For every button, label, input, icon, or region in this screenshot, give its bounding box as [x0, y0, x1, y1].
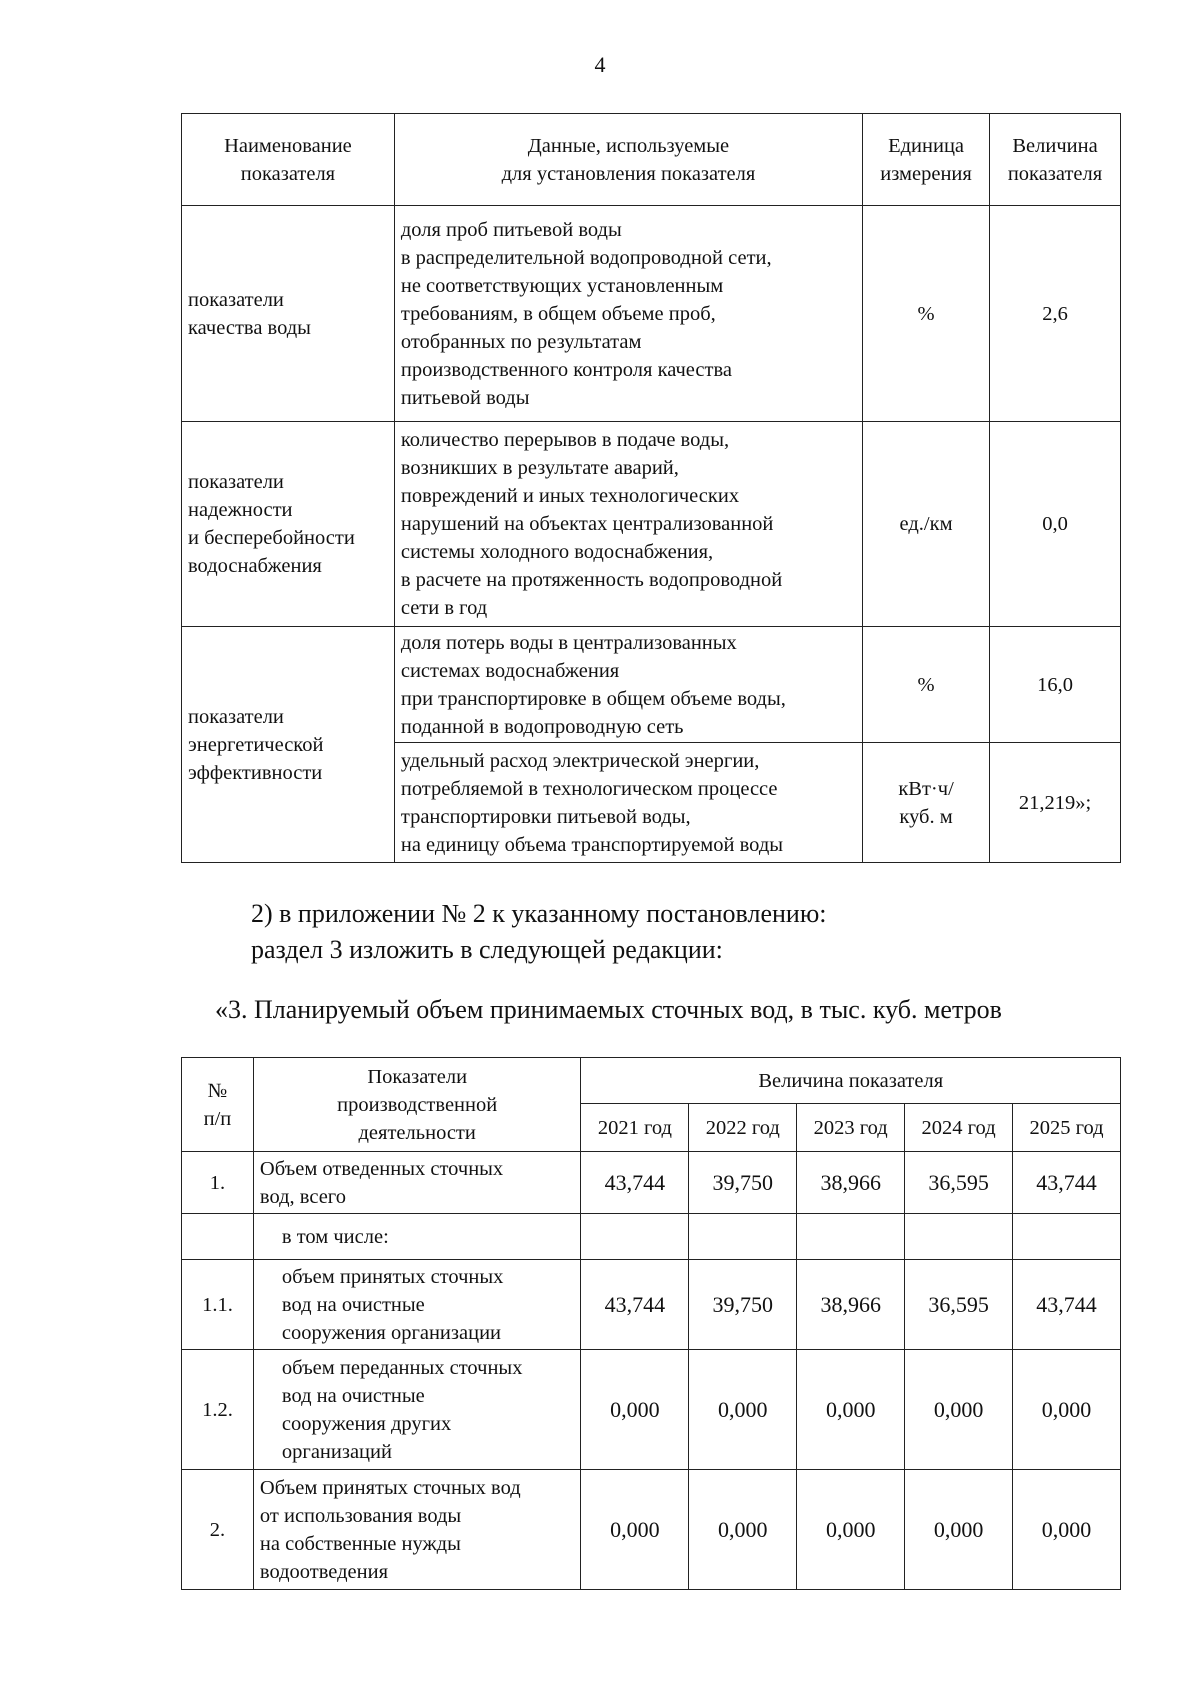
header-year: 2023 год: [797, 1104, 905, 1152]
table-header-row: [182, 1058, 1121, 1104]
indicator-value: 0,0: [990, 422, 1121, 627]
header-value-group: Величина показателя: [581, 1058, 1121, 1104]
row-value: [689, 1214, 797, 1260]
header-year: 2025 год: [1013, 1104, 1121, 1152]
row-number: 2.: [182, 1470, 254, 1590]
row-value: [797, 1214, 905, 1260]
indicator-description: доля проб питьевой воды в распределительной водопроводной сети, не соответствующих установленным требованиям, в общем объеме проб, отобранных по результатам производственного контроля качества питьевой воды: [394, 206, 862, 422]
indicator-unit: ед./км: [863, 422, 990, 627]
header-year: 2022 год: [689, 1104, 797, 1152]
row-value: 43,744: [1013, 1152, 1121, 1214]
paragraph-appendix-2: 2) в приложении № 2 к указанному постановлению:: [251, 899, 827, 928]
row-label: объем принятых сточных вод на очистные сооружения организации: [253, 1260, 581, 1350]
row-value: 43,744: [581, 1260, 689, 1350]
row-number: 1.1.: [182, 1260, 254, 1350]
indicator-value: 21,219»;: [990, 743, 1121, 863]
header-indicator-name: Наименование показателя: [182, 114, 395, 206]
row-value: 39,750: [689, 1152, 797, 1214]
indicator-name: показатели энергетической эффективности: [182, 627, 395, 863]
row-value: 43,744: [1013, 1260, 1121, 1350]
indicator-name: показатели качества воды: [182, 206, 395, 422]
indicator-unit: кВт·ч/ куб. м: [863, 743, 990, 863]
header-number: № п/п: [182, 1058, 254, 1152]
row-label: Объем принятых сточных вод от использования воды на собственные нужды водоотведения: [253, 1470, 581, 1590]
water-indicators-table: [181, 113, 1121, 863]
row-value: 0,000: [581, 1470, 689, 1590]
header-unit: Единица измерения: [863, 114, 990, 206]
page-number: 4: [594, 52, 606, 77]
header-year: 2021 год: [581, 1104, 689, 1152]
table-header-row: [182, 114, 1121, 206]
header-year: 2024 год: [905, 1104, 1013, 1152]
indicator-description: количество перерывов в подаче воды, возникших в результате аварий, повреждений и иных технологических нарушений на объектах централизованной системы холодного водоснабжения, в расчете на протяженность водопроводной сети в год: [394, 422, 862, 627]
row-value: 38,966: [797, 1152, 905, 1214]
row-value: 0,000: [581, 1350, 689, 1470]
table-row: [182, 1152, 1121, 1214]
table-row: [182, 627, 1121, 743]
row-number: [182, 1214, 254, 1260]
row-value: 36,595: [905, 1152, 1013, 1214]
row-value: 0,000: [689, 1470, 797, 1590]
table-row: [182, 1470, 1121, 1590]
row-value: [581, 1214, 689, 1260]
row-number: 1.: [182, 1152, 254, 1214]
row-value: 0,000: [1013, 1350, 1121, 1470]
row-value: 0,000: [797, 1350, 905, 1470]
row-value: [905, 1214, 1013, 1260]
indicator-description: удельный расход электрической энергии, потребляемой в технологическом процессе транспортировки питьевой воды, на единицу объема транспортируемой воды: [394, 743, 862, 863]
table-row: [182, 206, 1121, 422]
row-value: 36,595: [905, 1260, 1013, 1350]
section-3-heading: «3. Планируемый объем принимаемых сточных вод, в тыс. куб. метров: [215, 995, 1002, 1024]
header-data-used: Данные, используемые для установления показателя: [394, 114, 862, 206]
row-value: 0,000: [1013, 1470, 1121, 1590]
row-value: 38,966: [797, 1260, 905, 1350]
row-label: объем переданных сточных вод на очистные сооружения других организаций: [253, 1350, 581, 1470]
indicator-unit: %: [863, 627, 990, 743]
row-value: 0,000: [905, 1350, 1013, 1470]
row-label: Объем отведенных сточных вод, всего: [253, 1152, 581, 1214]
row-value: 0,000: [905, 1470, 1013, 1590]
table-row: [182, 422, 1121, 627]
row-value: 39,750: [689, 1260, 797, 1350]
table-row: [182, 1214, 1121, 1260]
table-row: [182, 1350, 1121, 1470]
row-value: 0,000: [689, 1350, 797, 1470]
table-row: [182, 1260, 1121, 1350]
header-indicator: Показатели производственной деятельности: [253, 1058, 581, 1152]
indicator-description: доля потерь воды в централизованных системах водоснабжения при транспортировке в общем объеме воды, поданной в водопроводную сеть: [394, 627, 862, 743]
indicator-name: показатели надежности и бесперебойности водоснабжения: [182, 422, 395, 627]
row-value: [1013, 1214, 1121, 1260]
indicator-value: 16,0: [990, 627, 1121, 743]
wastewater-volume-table: [181, 1057, 1121, 1590]
indicator-unit: %: [863, 206, 990, 422]
paragraph-section-3: раздел 3 изложить в следующей редакции:: [251, 935, 723, 964]
row-value: 43,744: [581, 1152, 689, 1214]
header-value: Величина показателя: [990, 114, 1121, 206]
row-number: 1.2.: [182, 1350, 254, 1470]
row-value: 0,000: [797, 1470, 905, 1590]
indicator-value: 2,6: [990, 206, 1121, 422]
row-label: в том числе:: [253, 1214, 581, 1260]
